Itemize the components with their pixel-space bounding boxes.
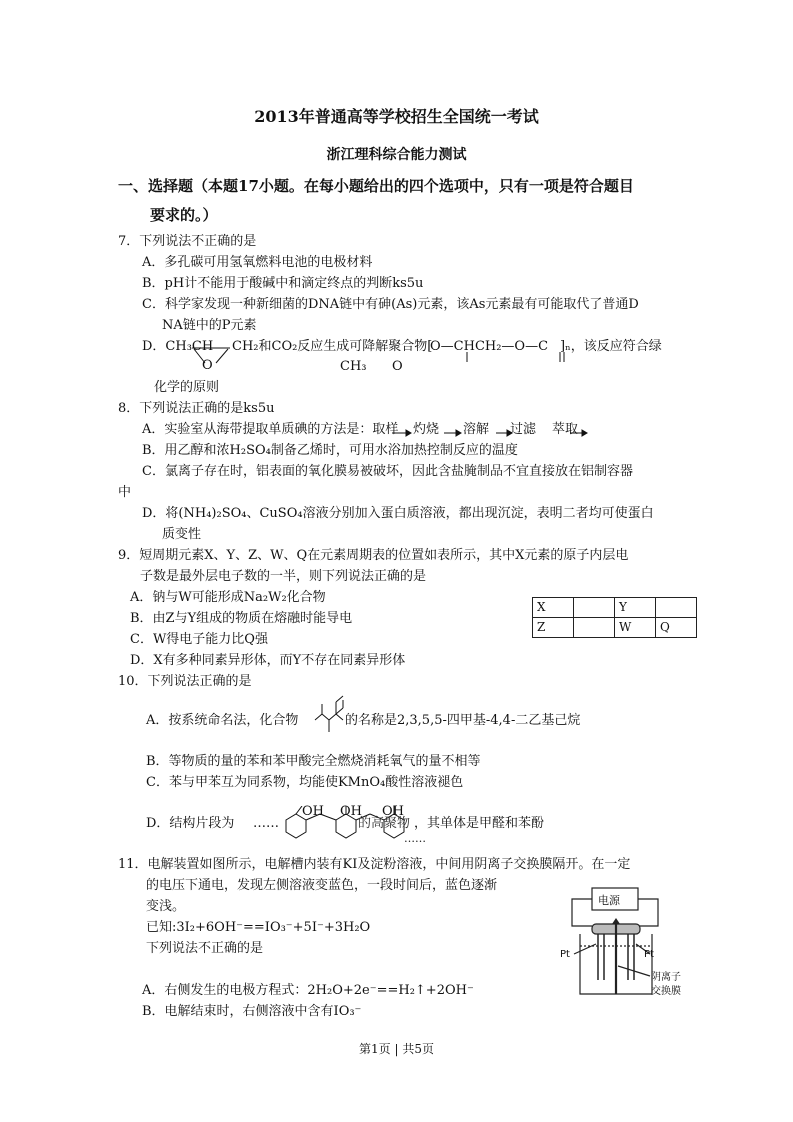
q8-stem: 8．下列说法正确的是ks5u (118, 401, 275, 416)
q7-option-d-cont: 化学的原则 (154, 380, 220, 395)
q8-step-dissolve: 溶解 (463, 422, 490, 437)
table-cell (656, 598, 697, 618)
section-heading-cont: 要求的。） (150, 206, 218, 224)
q9-option-b: B．由Z与Y组成的物质在熔融时能导电 (130, 611, 353, 626)
q11-stem: 11．电解装置如图所示，电解槽内装有KI及淀粉溶液，中间用阴离子交换膜隔开。在一定 (118, 857, 631, 872)
q10-option-d-part1: D．结构片段为 (146, 816, 235, 831)
q7-option-d-part1: D．CH₃CH (142, 339, 214, 354)
q10-stem: 10．下列说法正确的是 (118, 674, 252, 689)
q8-step-filter: 过滤 (510, 422, 537, 437)
q7-stem: 7．下列说法不正确的是 (118, 234, 257, 249)
q8-step-burn: 灼烧 (413, 422, 440, 437)
q9-stem: 9．短周期元素X、Y、Z、W、Q在元素周期表的位置如表所示，其中X元素的原子内层电 (118, 548, 629, 563)
q10-option-d-part2: ，其单体是甲醛和苯酚 (414, 816, 545, 831)
q11-option-b: B．电解结束时，右侧溶液中含有IO₃⁻ (142, 1004, 362, 1019)
q7-option-a: A．多孔碳可用氢氧燃料电池的电极材料 (142, 255, 373, 270)
q9-option-a: A．钠与W可能形成Na₂W₂化合物 (130, 590, 326, 605)
q7-epoxide-oxygen: O (202, 358, 213, 373)
q11-stem-cont2: 变浅。 (146, 899, 186, 914)
pt-right-label: Pt (644, 949, 654, 960)
q9-option-c: C．W得电子能力比Q强 (130, 632, 268, 647)
oh-label: OH (340, 804, 362, 819)
q7-methyl-label: CH₃ (340, 359, 367, 374)
exam-title: 2013年普通高等学校招生全国统一考试 (254, 107, 539, 126)
q10-option-c: C．苯与甲苯互为同系物，均能使KMnO₄酸性溶液褪色 (146, 775, 464, 790)
q8-option-d: D．将(NH₄)₂SO₄、CuSO₄溶液分别加入蛋白质溶液，都出现沉淀，表明二者均可使蛋白 (142, 506, 654, 521)
q10-dots-left: …… (253, 816, 279, 831)
q7-carbonyl-oxygen: O (392, 359, 403, 374)
q9-stem-cont: 子数是最外层电子数的一半，则下列说法正确的是 (140, 569, 427, 584)
q8-option-c-cont: 中 (118, 485, 132, 500)
q10-dots-right: …… (404, 832, 426, 845)
membrane-label-2: 交换膜 (651, 986, 681, 997)
q11-ask: 下列说法不正确的是 (146, 941, 264, 956)
q10-overlap-label: 的高聚物 (358, 816, 411, 831)
table-cell: Z (533, 618, 574, 638)
q9-option-d: D．X有多种同素异形体，而Y不存在同素异形体 (130, 653, 406, 668)
pt-left-label: Pt (560, 949, 570, 960)
table-row (533, 618, 697, 638)
power-label: 电源 (598, 894, 620, 907)
table-cell (574, 618, 615, 638)
q7-option-c-cont: NA链中的P元素 (162, 318, 257, 333)
q8-option-a: A．实验室从海带提取单质碘的方法是：取样 (142, 422, 399, 437)
q7-option-c: C．科学家发现一种新细菌的DNA链中有砷(As)元素，该As元素最有可能取代了普通D (142, 297, 639, 312)
q10-option-b: B．等物质的量的苯和苯甲酸完全燃烧消耗氧气的量不相等 (146, 754, 481, 769)
q8-option-d-cont: 质变性 (162, 527, 202, 542)
table-cell: Y (615, 598, 656, 618)
q8-step-extract: 萃取 (552, 422, 579, 437)
oh-label: OH (302, 804, 324, 819)
table-cell (574, 598, 615, 618)
q10-option-a-part1: A．按系统命名法，化合物 (146, 713, 299, 728)
table-cell: W (615, 618, 656, 638)
q7-option-d-part2: CH₂和CO₂反应生成可降解聚合物[ (232, 339, 433, 354)
q11-known-equation: 已知:3I₂+6OH⁻==IO₃⁻+5I⁻+3H₂O (146, 920, 371, 935)
q7-option-d-polymer: O—CHCH₂—O—C (430, 339, 549, 354)
q10-option-a-part2: 的名称是2,3,5,5-四甲基-4,4-二乙基己烷 (345, 713, 581, 728)
electrolysis-diagram (558, 884, 708, 1004)
q8-option-b: B．用乙醇和浓H₂SO₄制备乙烯时，可用水浴加热控制反应的温度 (142, 443, 518, 458)
q11-stem-cont: 的电压下通电，发现左侧溶液变蓝色，一段时间后，蓝色逐渐 (146, 878, 498, 893)
q7-option-d-part3: ]ₙ，该反应符合绿 (560, 339, 662, 354)
skeletal-structure-icon (313, 690, 345, 734)
periodic-table-fragment (532, 597, 697, 638)
table-cell: X (533, 598, 574, 618)
q11-option-a: A．右侧发生的电极方程式：2H₂O+2e⁻==H₂↑+2OH⁻ (142, 983, 474, 998)
section-heading: 一、选择题（本题17小题。在每小题给出的四个选项中，只有一项是符合题目 (118, 177, 634, 195)
q8-option-c: C．氯离子存在时，铝表面的氧化膜易被破坏，因此含盐腌制品不宜直接放在铝制容器 (142, 464, 633, 479)
exam-subtitle: 浙江理科综合能力测试 (326, 147, 467, 163)
membrane-label-1: 阴离子 (651, 972, 681, 983)
page-footer: 第1页 | 共5页 (359, 1042, 434, 1056)
oh-label: OH (382, 804, 404, 819)
table-cell: Q (656, 618, 697, 638)
q7-option-b: B．pH计不能用于酸碱中和滴定终点的判断ks5u (142, 276, 424, 291)
table-row (533, 598, 697, 618)
